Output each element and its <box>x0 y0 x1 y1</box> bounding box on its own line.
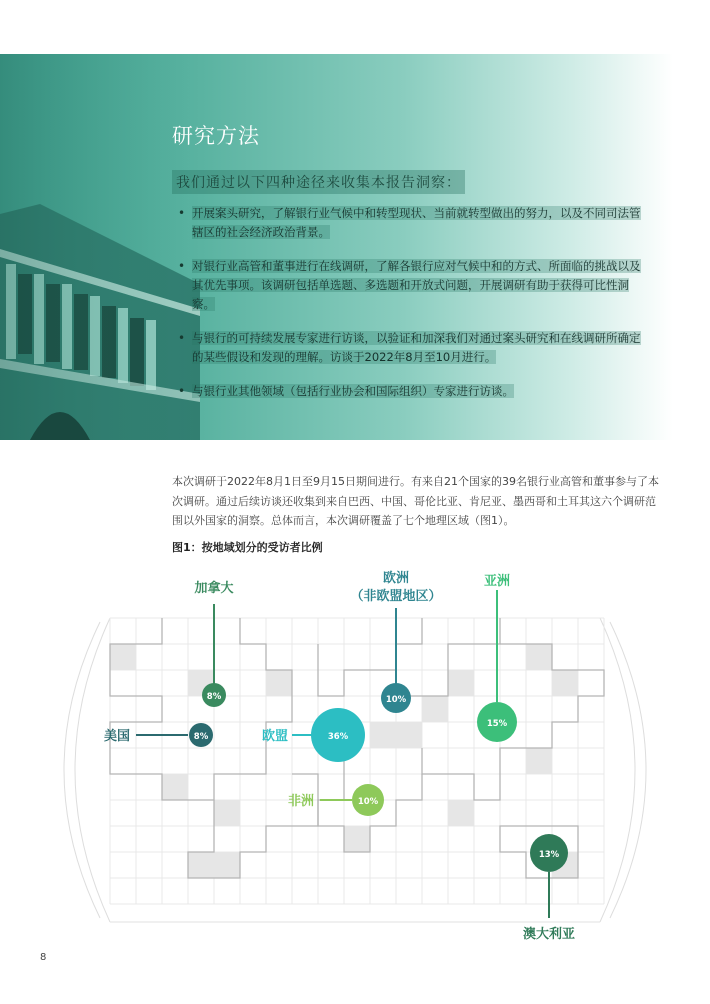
bullet-icon: • <box>178 331 186 345</box>
label-africa: 非洲 <box>288 794 315 809</box>
building-image <box>0 54 200 440</box>
svg-text:10%: 10% <box>357 797 379 807</box>
svg-text:8%: 8% <box>206 692 222 702</box>
svg-text:36%: 36% <box>327 732 349 742</box>
label-australia: 澳大利亚 <box>522 927 576 942</box>
bullet-icon: • <box>178 259 186 273</box>
svg-text:10%: 10% <box>385 695 407 705</box>
list-item: • 与银行业其他领域（包括行业协会和国际组织）专家进行访谈。 <box>172 382 642 401</box>
label-eu: 欧盟 <box>262 729 289 744</box>
bubble-africa <box>352 784 384 816</box>
page-number: 8 <box>40 952 47 963</box>
list-item: • 开展案头研究，了解银行业气候中和转型现状、当前就转型做出的努力，以及不同司法管辖区的社会经济政治背景。 <box>178 206 641 239</box>
svg-text:8%: 8% <box>193 732 209 742</box>
label-europe-non-eu-1: 欧洲 <box>382 571 410 586</box>
svg-text:15%: 15% <box>486 719 508 729</box>
bubble-eu <box>311 708 365 762</box>
body-paragraph: 本次调研于2022年8月1日至9月15日期间进行。有来自21个国家的39名银行业高管和董事参与了本次调研。通过后续访谈还收集到来自巴西、中国、哥伦比亚、肯尼亚、墨西哥和土耳其这六个调研范围以外国家的洞察。总体而言，本次调研覆盖了七个地理区域（图1）。 <box>172 475 659 527</box>
bullet-icon: • <box>178 206 186 220</box>
list-item: • 与银行的可持续发展专家进行访谈，以验证和加深我们对通过案头研究和在线调研所确定的某些假设和发现的理解。访谈于2022年8月至10月进行。 <box>178 331 641 364</box>
list-item: • 对银行业高管和董事进行在线调研，了解各银行应对气候中和的方式、所面临的挑战以及其优先事项。该调研包括单选题、多选题和开放式问题，开展调研有助于获得可比性洞察。 <box>178 259 641 311</box>
bubble-europe-non-eu <box>381 683 411 713</box>
method-list <box>172 204 642 416</box>
label-usa: 美国 <box>104 729 131 744</box>
bubble-usa <box>189 723 213 747</box>
label-canada: 加拿大 <box>194 581 234 596</box>
section-title: 研究方法 <box>172 124 260 148</box>
bubble-canada <box>202 683 226 707</box>
bullet-icon: • <box>178 384 186 398</box>
world-map-figure <box>0 560 710 950</box>
intro-line: 我们通过以下四种途径来收集本报告洞察： <box>172 170 465 194</box>
label-asia: 亚洲 <box>483 574 511 589</box>
bubble-australia <box>530 834 568 872</box>
bubble-asia <box>477 702 517 742</box>
header-banner <box>0 54 673 440</box>
label-europe-non-eu-2: （非欧盟地区） <box>350 589 442 604</box>
figure-title: 图1：按地域划分的受访者比例 <box>172 541 323 554</box>
svg-text:13%: 13% <box>538 850 560 860</box>
